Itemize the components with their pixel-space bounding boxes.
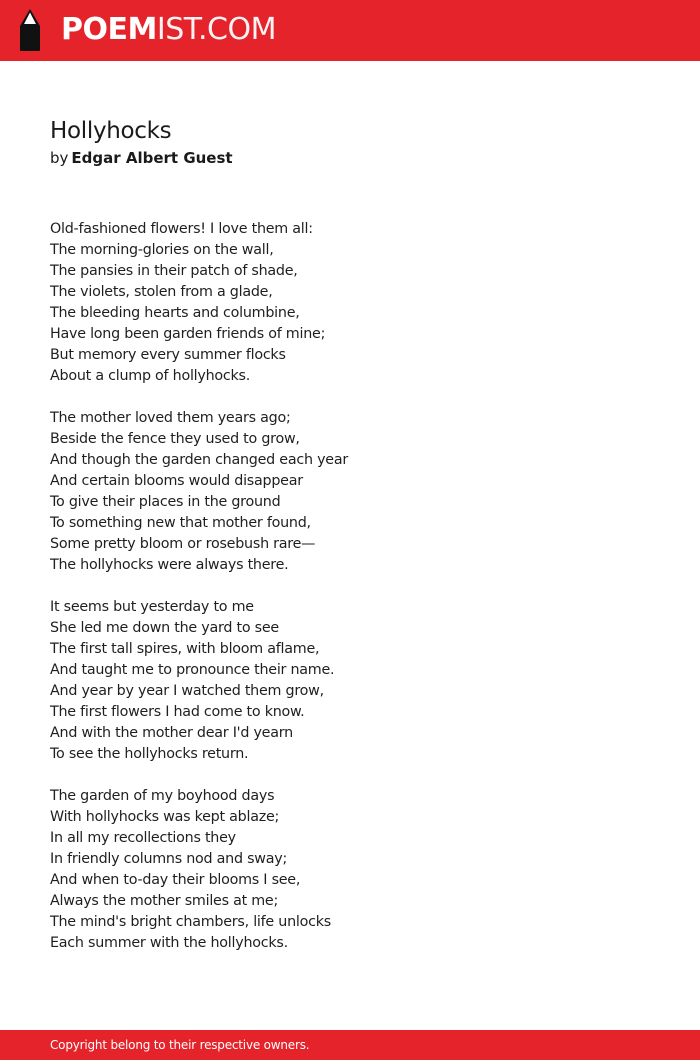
poem-line: She led me down the yard to see (50, 620, 279, 636)
poem-line: To see the hollyhocks return. (50, 746, 249, 762)
stanza (50, 408, 650, 576)
site-header (0, 0, 700, 61)
poem-byline (50, 148, 233, 169)
poem-line: And with the mother dear I'd yearn (50, 725, 293, 741)
poem-line: The mother loved them years ago; (50, 410, 291, 426)
poem-line: Some pretty bloom or rosebush rare— (50, 536, 316, 552)
poem-line: With hollyhocks was kept ablaze; (50, 809, 280, 825)
byline-prefix: by (50, 149, 69, 167)
poem-line: To something new that mother found, (50, 515, 311, 531)
site-logo[interactable] (61, 13, 276, 47)
poem-author: Edgar Albert Guest (71, 149, 233, 167)
poem-line: The morning-glories on the wall, (50, 242, 274, 258)
logo-text-light: IST.COM (156, 12, 276, 47)
poem-line: The violets, stolen from a glade, (50, 284, 273, 300)
pencil-tip-icon[interactable] (17, 9, 43, 51)
poem-line: The pansies in their patch of shade, (50, 263, 298, 279)
poem-line: The hollyhocks were always there. (50, 557, 289, 573)
poem-line: And though the garden changed each year (50, 452, 348, 468)
poem-line: And year by year I watched them grow, (50, 683, 324, 699)
poem-body (50, 219, 650, 975)
poem-line: In friendly columns nod and sway; (50, 851, 288, 867)
poem-line: And taught me to pronounce their name. (50, 662, 335, 678)
poem-line: Always the mother smiles at me; (50, 893, 279, 909)
poem-line: In all my recollections they (50, 830, 236, 846)
poem-line: About a clump of hollyhocks. (50, 368, 251, 384)
poem-line: And when to-day their blooms I see, (50, 872, 301, 888)
poem-line: The mind's bright chambers, life unlocks (50, 914, 331, 930)
poem-line: And certain blooms would disappear (50, 473, 303, 489)
poem-title: Hollyhocks (50, 118, 172, 144)
copyright-notice: Copyright belong to their respective owners. (50, 1038, 310, 1052)
logo-text-bold: POEM (61, 12, 157, 47)
poem-line: Beside the fence they used to grow, (50, 431, 300, 447)
poem-line: Have long been garden friends of mine; (50, 326, 326, 342)
poem-line: To give their places in the ground (50, 494, 281, 510)
stanza (50, 786, 650, 954)
poem-line: Each summer with the hollyhocks. (50, 935, 288, 951)
poem-line: Old-fashioned flowers! I love them all: (50, 221, 313, 237)
poem-line: But memory every summer flocks (50, 347, 286, 363)
poem-line: The first tall spires, with bloom aflame, (50, 641, 320, 657)
stanza (50, 219, 650, 387)
site-footer (0, 1030, 700, 1060)
stanza (50, 597, 650, 765)
poem-line: It seems but yesterday to me (50, 599, 254, 615)
poem-line: The bleeding hearts and columbine, (50, 305, 300, 321)
poem-line: The first flowers I had come to know. (50, 704, 305, 720)
poem-line: The garden of my boyhood days (50, 788, 275, 804)
